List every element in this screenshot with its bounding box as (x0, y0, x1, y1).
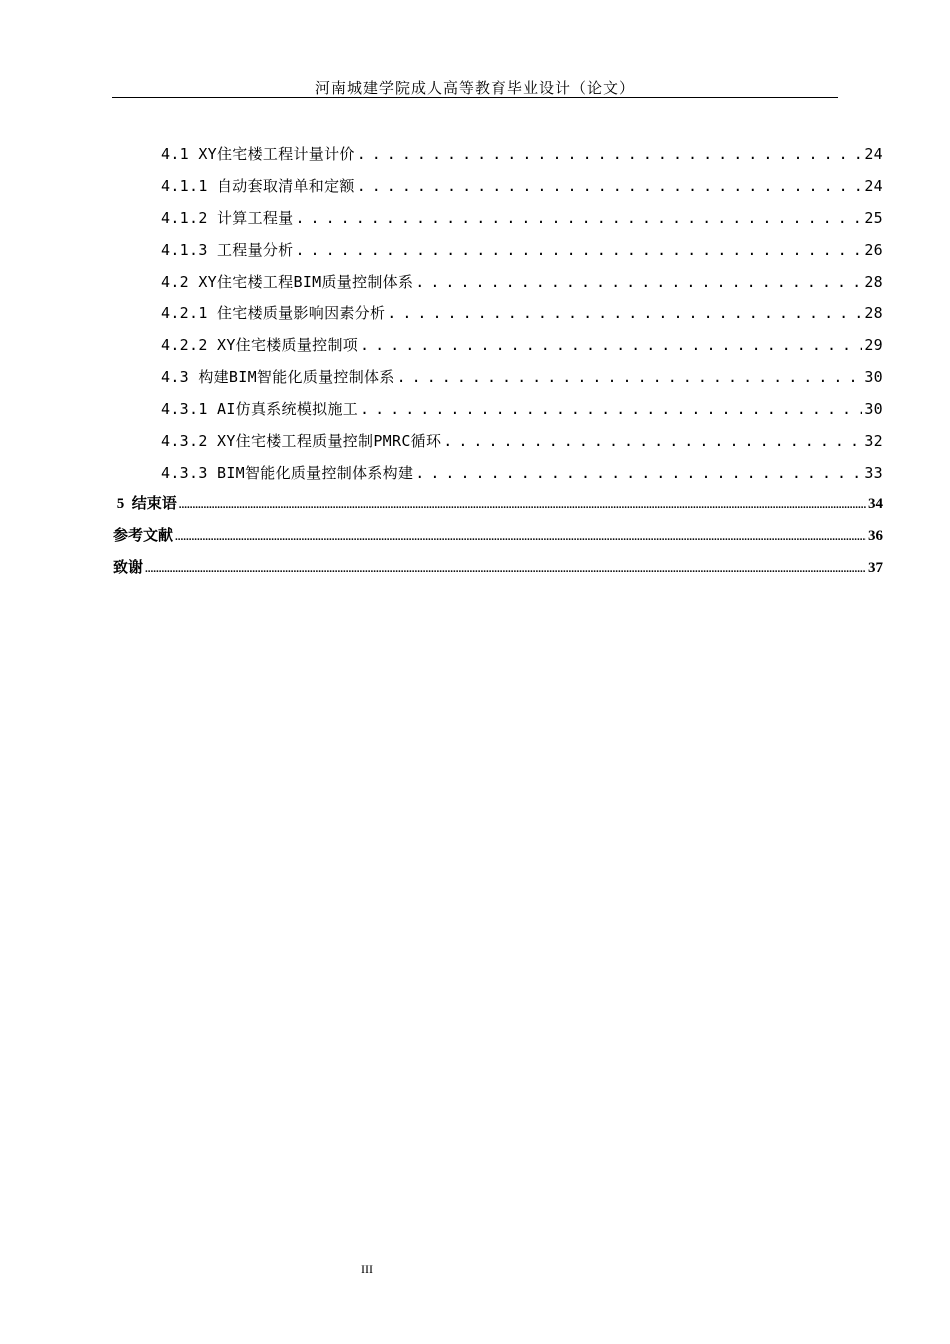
toc-leader-dots (179, 492, 866, 517)
toc-entry-4-1-1[interactable] (161, 174, 883, 198)
toc-entry-page: 34 (868, 496, 883, 512)
toc-entry-page: 32 (864, 432, 883, 450)
toc-entry-label: 4.2 XY住宅楼工程BIM质量控制体系 (161, 273, 414, 291)
toc-leader-dots (296, 206, 863, 230)
toc-entry-page: 37 (868, 560, 883, 576)
toc-leader-dots (387, 301, 862, 325)
toc-leader-dots (296, 238, 863, 262)
toc-entry-label: 致谢 (113, 560, 144, 576)
toc-entry-page: 29 (864, 336, 883, 354)
page-number: III (361, 1262, 373, 1276)
toc-entry-label: 4.3.1 AI仿真系统模拟施工 (161, 400, 359, 418)
toc-entry-4-1-2[interactable] (161, 206, 883, 230)
toc-entry-page: 36 (868, 528, 883, 544)
toc-entry-4-3-3[interactable] (161, 461, 883, 485)
toc-entry-label: 4.2.1 住宅楼质量影响因素分析 (161, 304, 386, 322)
toc-entry-4-3-2[interactable] (161, 429, 883, 453)
toc-entry-4-3[interactable] (161, 365, 883, 389)
toc-entry-label: 4.1.3 工程量分析 (161, 241, 294, 259)
toc-leader-dots (360, 397, 862, 421)
toc-entry-label: 4.3 构建BIM智能化质量控制体系 (161, 368, 395, 386)
toc-entry-label: 4.1.2 计算工程量 (161, 209, 294, 227)
toc-entry-4-2-2[interactable] (161, 333, 883, 357)
toc-entry-4-1-3[interactable] (161, 238, 883, 262)
toc-entry-page: 28 (864, 304, 883, 322)
header-title: 河南城建学院成人高等教育毕业设计（论文） (314, 79, 635, 97)
toc-entry-label: 4.3.3 BIM智能化质量控制体系构建 (161, 464, 414, 482)
toc-leader-dots (357, 174, 863, 198)
toc-entry-4-1[interactable] (161, 142, 883, 166)
toc-entry-label: 4.3.2 XY住宅楼工程质量控制PMRC循环 (161, 432, 442, 450)
toc-entry-page: 24 (864, 177, 883, 195)
toc-entry-page: 33 (864, 464, 883, 482)
toc-leader-dots (415, 270, 862, 294)
toc-entry-label: 4.1.1 自动套取清单和定额 (161, 177, 355, 195)
toc-leader-dots (415, 461, 862, 485)
toc-leader-dots (397, 365, 863, 389)
toc-entry-page: 25 (864, 209, 883, 227)
toc-leader-dots (443, 429, 862, 453)
toc-leader-dots (145, 556, 866, 581)
toc-entry-page: 28 (864, 273, 883, 291)
toc-entry-label: 5 结束语 (113, 496, 177, 512)
toc-entry-acknowledgements[interactable] (113, 556, 883, 580)
toc-entry-label: 4.1 XY住宅楼工程计量计价 (161, 145, 355, 163)
toc-entry-4-2-1[interactable] (161, 301, 883, 325)
toc-entry-page: 24 (864, 145, 883, 163)
toc-entry-label: 4.2.2 XY住宅楼质量控制项 (161, 336, 359, 354)
toc-entry-5[interactable] (113, 492, 883, 516)
toc-entry-label: 参考文献 (113, 528, 174, 544)
toc-entry-page: 30 (864, 368, 883, 386)
toc-entry-page: 26 (864, 241, 883, 259)
toc-leader-dots (360, 333, 862, 357)
toc-entry-references[interactable] (113, 524, 883, 548)
toc-entry-4-3-1[interactable] (161, 397, 883, 421)
toc-entry-4-2[interactable] (161, 270, 883, 294)
toc-entry-page: 30 (864, 400, 883, 418)
toc-leader-dots (357, 142, 863, 166)
toc-leader-dots (175, 524, 866, 549)
